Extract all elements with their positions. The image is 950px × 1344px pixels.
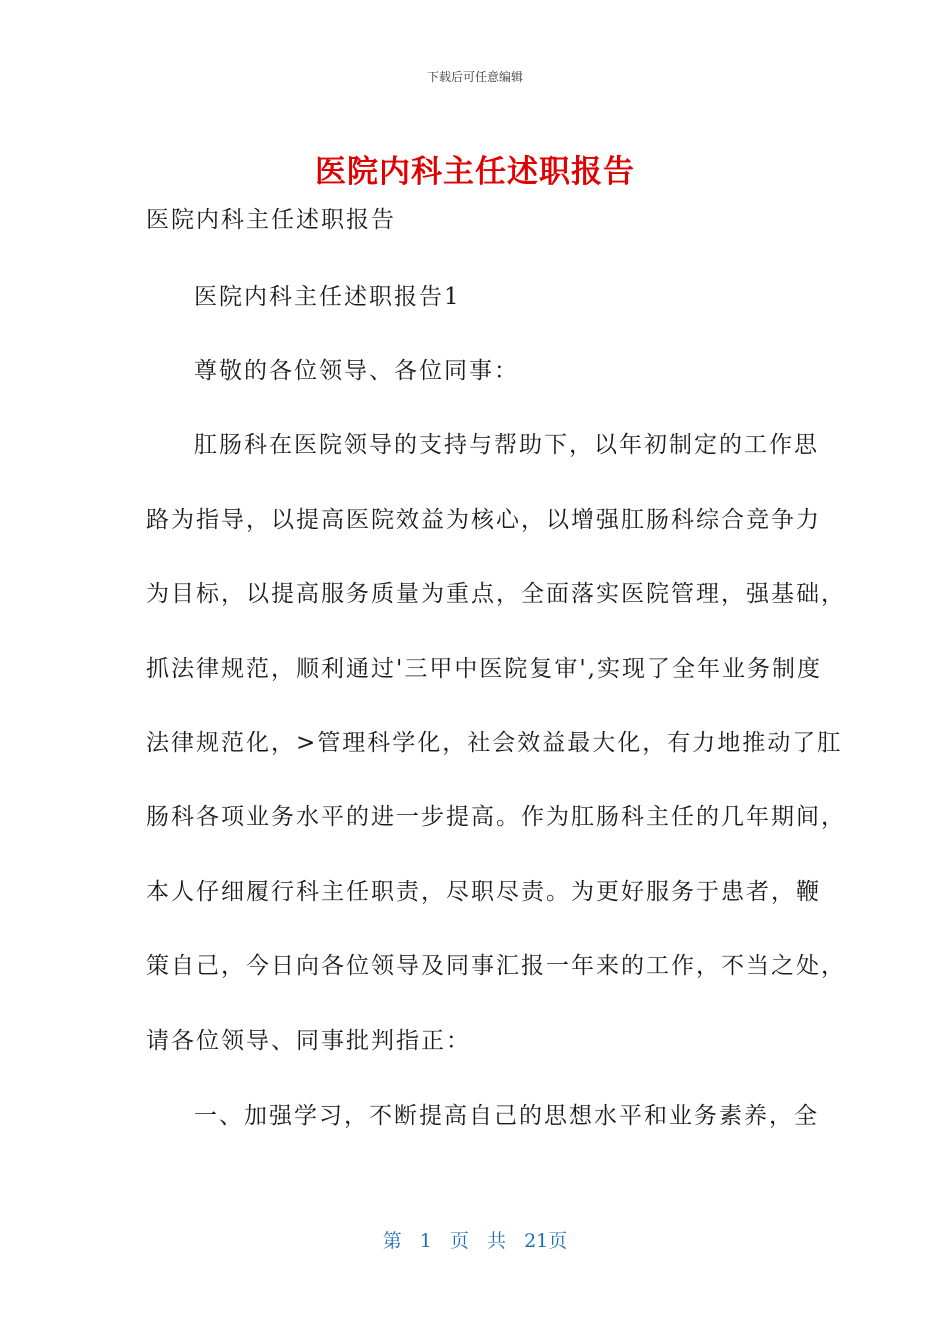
paragraph-line: 肛肠科在医院领导的支持与帮助下，以年初制定的工作思 [194,432,819,458]
footer-page-number: 1 [419,1230,432,1252]
paragraph-line: 法律规范化，>管理科学化，社会效益最大化，有力地推动了肛 [146,730,843,756]
paragraph-line: 一、加强学习，不断提高自己的思想水平和业务素养，全 [194,1103,819,1129]
footer-total-label: 共 [487,1230,507,1252]
paragraph-line: 路为指导，以提高医院效益为核心，以增强肛肠科综合竞争力 [146,507,821,533]
header-note: 下载后可任意编辑 [426,70,523,84]
footer-prefix: 第 [382,1230,402,1252]
paragraph-line: 抓法律规范，顺利通过'三甲中医院复审',实现了全年业务制度 [146,656,822,682]
paragraph-line: 本人仔细履行科主任职责，尽职尽责。为更好服务于患者，鞭 [146,879,821,905]
paragraph-line: 为目标，以提高服务质量为重点，全面落实医院管理，强基础， [146,581,846,607]
footer-total-pages: 21页 [524,1230,568,1252]
paragraph-line: 策自己，今日向各位领导及同事汇报一年来的工作，不当之处， [146,953,846,979]
page-footer [0,1226,950,1253]
paragraph-line: 肠科各项业务水平的进一步提高。作为肛肠科主任的几年期间， [146,804,846,830]
greeting: 尊敬的各位领导、各位同事： [194,358,519,384]
document-title: 医院内科主任述职报告 [315,154,635,190]
footer-mid: 页 [449,1230,469,1252]
paragraph-line: 请各位领导、同事批判指正： [146,1028,471,1054]
section-title: 医院内科主任述职报告1 [194,284,461,310]
document-subtitle: 医院内科主任述职报告 [146,207,396,233]
